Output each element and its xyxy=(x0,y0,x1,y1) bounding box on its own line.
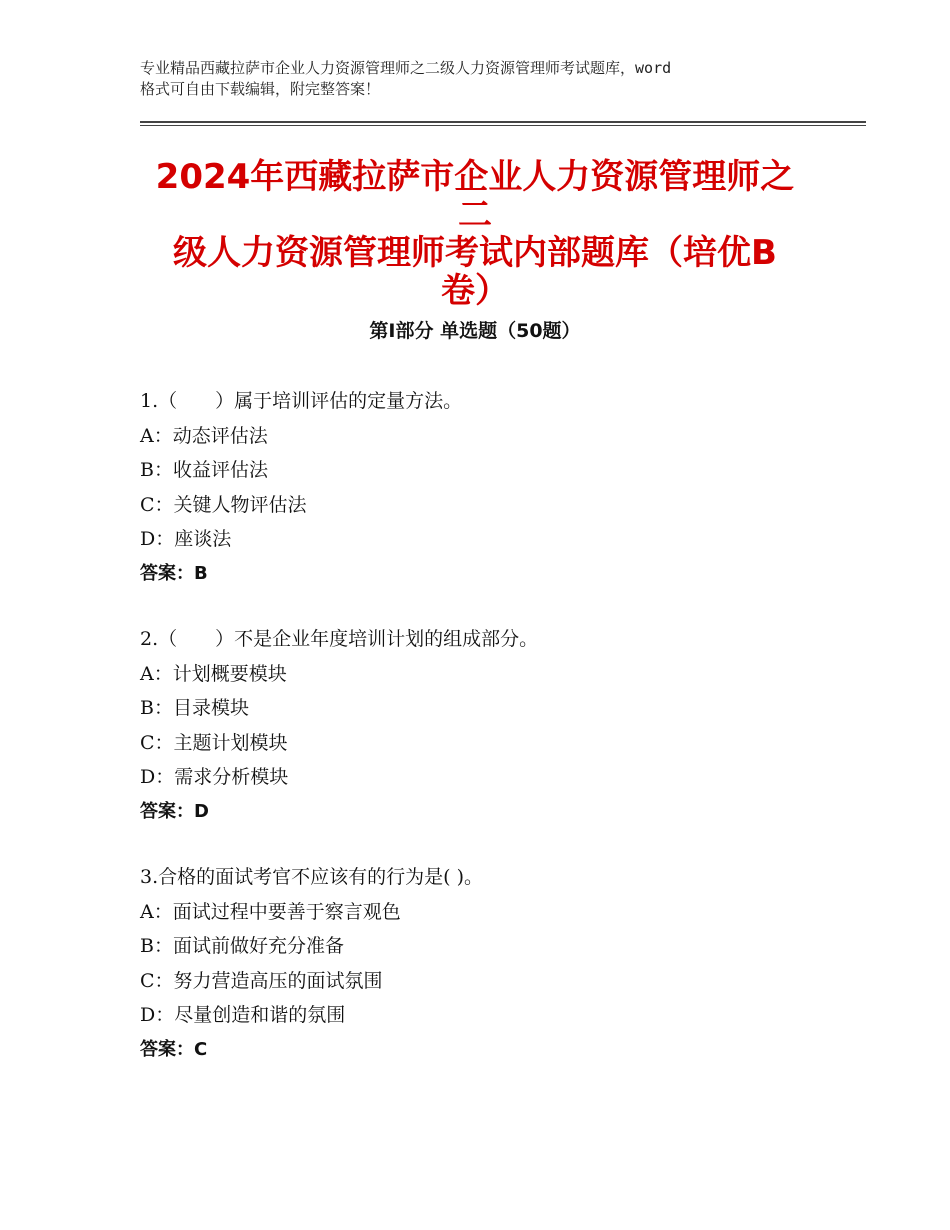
document-title xyxy=(140,158,810,310)
question-3 xyxy=(140,860,820,1067)
question-stem: 3.合格的面试考官不应该有的行为是( )。 xyxy=(140,866,483,888)
option-c: C：主题计划模块 xyxy=(140,731,288,754)
question-stem: 2.（ ）不是企业年度培训计划的组成部分。 xyxy=(140,628,539,650)
answer: 答案：D xyxy=(140,800,209,822)
header-note-line-2: 格式可自由下载编辑，附完整答案！ xyxy=(140,80,381,98)
header-divider-thick xyxy=(140,121,866,123)
header-note xyxy=(140,58,820,100)
section-title: 第Ⅰ部分 单选题（50题） xyxy=(369,320,581,342)
question-1 xyxy=(140,384,820,591)
title-line-1: 2024年西藏拉萨市企业人力资源管理师之二 xyxy=(155,157,795,235)
header-divider-thin xyxy=(140,125,866,126)
answer: 答案：B xyxy=(140,562,208,584)
option-b: B：目录模块 xyxy=(140,697,249,719)
question-2 xyxy=(140,622,820,829)
title-line-2: 级人力资源管理师考试内部题库（培优B xyxy=(173,233,777,273)
option-a: A：动态评估法 xyxy=(140,424,268,447)
option-a: A：计划概要模块 xyxy=(140,662,287,685)
option-b: B：收益评估法 xyxy=(140,459,268,481)
option-c: C：努力营造高压的面试氛围 xyxy=(140,969,383,992)
option-d: D：尽量创造和谐的氛围 xyxy=(140,1004,346,1026)
question-list xyxy=(140,384,820,1098)
question-stem: 1.（ ）属于培训评估的定量方法。 xyxy=(140,390,463,412)
option-d: D：需求分析模块 xyxy=(140,766,289,788)
option-d: D：座谈法 xyxy=(140,528,232,550)
answer: 答案：C xyxy=(140,1038,208,1060)
title-line-3: 卷） xyxy=(441,271,509,311)
option-b: B：面试前做好充分准备 xyxy=(140,935,344,957)
header-note-line-1: 专业精品西藏拉萨市企业人力资源管理师之二级人力资源管理师考试题库，word xyxy=(140,59,672,77)
option-a: A：面试过程中要善于察言观色 xyxy=(140,900,401,923)
option-c: C：关键人物评估法 xyxy=(140,493,307,516)
